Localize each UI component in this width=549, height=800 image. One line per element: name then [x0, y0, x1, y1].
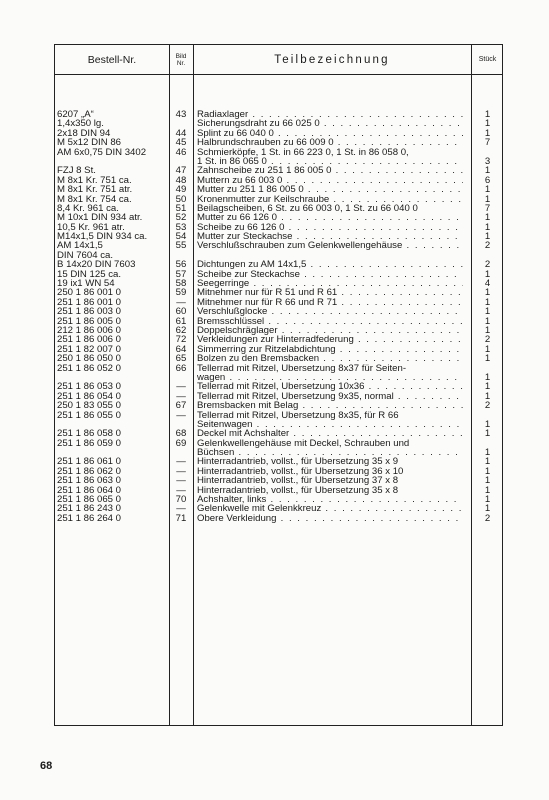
teilbezeichnung-cell: Scheibe zur Steckachse . . .	[197, 270, 463, 279]
stueck-cell: 2	[484, 400, 491, 412]
bild-nr-cell: 58	[175, 278, 187, 290]
bestell-nr-cell: 10,5 Kr. 961 atr.	[57, 221, 125, 233]
bild-nr-cell: 70	[175, 494, 187, 506]
bestell-nr-cell: 251 1 86 052 0	[57, 362, 122, 374]
bild-nr-cell: —	[176, 484, 186, 496]
stueck-cell: 1	[484, 296, 491, 308]
table-row	[55, 335, 504, 344]
bestell-nr-cell: M 8x1 Kr. 751 atr.	[57, 184, 133, 196]
bestell-nr-cell: 6207 „A“	[57, 109, 94, 120]
table-row	[55, 129, 504, 138]
stueck-cell: 1	[484, 353, 491, 365]
table-row	[55, 148, 504, 157]
table-row	[55, 364, 504, 373]
bild-nr-cell: 51	[175, 202, 187, 214]
bestell-nr-cell: AM 14x1,5	[57, 240, 103, 252]
table-row	[55, 411, 504, 420]
teilbezeichnung-cell: Scheibe zu 66 126 0 . . .	[197, 223, 463, 232]
stueck-cell: 1	[484, 381, 491, 393]
teilbezeichnung-cell: Kronenmutter zur Keilschraube . . .	[197, 195, 463, 204]
table-row	[55, 420, 504, 429]
teilbezeichnung-cell: Bolzen zu den Bremsbacken . . .	[197, 354, 463, 363]
bild-nr-cell: 66	[175, 362, 187, 374]
stueck-cell: 1	[484, 118, 491, 130]
bild-nr-cell: 44	[175, 127, 187, 139]
stueck-cell: 1	[484, 343, 491, 355]
bestell-nr-cell: 251 1 86 061 0	[57, 456, 122, 468]
bild-nr-cell: 48	[175, 174, 187, 186]
teilbezeichnung-cell: Seitenwagen . . .	[197, 420, 463, 429]
stueck-cell: 1	[484, 324, 491, 336]
teilbezeichnung-cell: Tellerrad mit Ritzel, Übersetzung 10x36 . . .	[197, 382, 463, 391]
teilbezeichnung-cell: Deckel mit Achshalter . . .	[197, 429, 463, 438]
bestell-nr-cell: 212 1 86 006 0	[57, 324, 122, 336]
stueck-cell: 2	[484, 512, 491, 524]
table-row	[55, 157, 504, 166]
table-row	[55, 317, 504, 326]
header-stueck: Stück	[478, 56, 497, 63]
bild-nr-cell: —	[176, 390, 186, 402]
stueck-cell: 1	[484, 503, 491, 515]
bild-nr-cell: 50	[175, 193, 187, 205]
bestell-nr-cell: 251 1 82 007 0	[57, 343, 122, 355]
table-row	[55, 457, 504, 466]
teilbezeichnung-cell: Obere Verkleidung . . .	[197, 514, 463, 523]
bestell-nr-cell: 251 1 86 063 0	[57, 475, 122, 487]
teilbezeichnung-cell: Hinterradantrieb, vollst., für Übersetzung 37 x 8	[197, 476, 399, 486]
bild-nr-cell: —	[176, 381, 186, 393]
bild-nr-cell: 60	[175, 306, 187, 318]
stueck-cell: 1	[484, 465, 491, 477]
stueck-cell: 1	[484, 212, 491, 224]
table-row	[55, 504, 504, 513]
bestell-nr-cell: M 5x12 DIN 86	[57, 137, 121, 149]
table-row	[55, 241, 504, 250]
bild-nr-cell: 68	[175, 428, 187, 440]
stueck-cell: 1	[484, 475, 491, 487]
teilbezeichnung-cell: Schmierköpfe, 1 St. in 66 223 0, 1 St. in 86 058 0,	[197, 147, 409, 157]
bild-nr-cell: 43	[175, 109, 187, 120]
stueck-cell: 1	[484, 306, 491, 318]
teilbezeichnung-cell: Mitnehmer nur für R 66 und R 71 . . .	[197, 298, 463, 307]
bild-nr-cell: —	[176, 296, 186, 308]
table-row	[55, 448, 504, 457]
stueck-cell: 1	[484, 127, 491, 139]
table-row	[55, 429, 504, 438]
table-row	[55, 270, 504, 279]
bestell-nr-cell: 1,4x350 lg.	[57, 118, 104, 130]
bestell-nr-cell: AM 6x0,75 DIN 3402	[57, 146, 147, 158]
bestell-nr-cell: 250 1 86 001 0	[57, 287, 122, 299]
bestell-nr-cell: 15 DIN 125 ca.	[57, 268, 121, 280]
bild-nr-cell: —	[176, 503, 186, 515]
stueck-cell: 7	[484, 137, 491, 149]
bestell-nr-cell: 2x18 DIN 94	[57, 127, 111, 139]
bestell-nr-cell: 251 1 86 059 0	[57, 437, 122, 449]
bild-nr-cell: 72	[175, 334, 187, 346]
stueck-cell: 1	[484, 165, 491, 177]
bestell-nr-cell: 251 1 86 243 0	[57, 503, 122, 515]
bild-nr-cell: 57	[175, 268, 187, 280]
bestell-nr-cell: DIN 7604 ca.	[57, 249, 113, 261]
stueck-cell: 1	[484, 193, 491, 205]
bestell-nr-cell: M 8x1 Kr. 751 ca.	[57, 174, 132, 186]
table-row	[55, 495, 504, 504]
teilbezeichnung-cell: Dichtungen zu AM 14x1,5 . . .	[197, 260, 463, 269]
teilbezeichnung-cell: Doppelschräglager . . .	[197, 326, 463, 335]
teilbezeichnung-cell: Sicherungsdraht zu 66 025 0 . . .	[197, 119, 463, 128]
bestell-nr-cell: 8,4 Kr. 961 ca.	[57, 202, 119, 214]
teilbezeichnung-cell: Büchsen . . .	[197, 448, 463, 457]
stueck-cell: 1	[484, 184, 491, 196]
table-row	[55, 382, 504, 391]
bild-nr-cell: 55	[175, 240, 187, 252]
bild-nr-cell: 45	[175, 137, 187, 149]
teilbezeichnung-cell: Mitnehmer nur für R 51 und R 61 . . .	[197, 288, 463, 297]
header-bild-line2: Nr.	[176, 59, 186, 67]
stueck-cell: 1	[484, 315, 491, 327]
bild-nr-cell: 65	[175, 353, 187, 365]
bestell-nr-cell: M 8x1 Kr. 754 ca.	[57, 193, 132, 205]
bild-nr-cell: 56	[175, 259, 187, 271]
teilbezeichnung-cell: Mutter zu 251 1 86 005 0 . . .	[197, 185, 463, 194]
stueck-cell: 6	[484, 174, 491, 186]
table-row	[55, 288, 504, 297]
header-teilbezeichnung: Teilbezeichnung	[274, 53, 390, 66]
teilbezeichnung-cell: 1 St. in 86 065 0 . . .	[197, 157, 463, 166]
teilbezeichnung-cell: Tellerrad mit Ritzel, Übersetzung 8x35, für R 66	[197, 410, 399, 420]
teilbezeichnung-cell: Gelenkwellengehäuse mit Deckel, Schrauben und	[197, 438, 410, 449]
stueck-cell: 1	[484, 494, 491, 506]
teilbezeichnung-cell: Verschlußschrauben zum Gelenkwellengehäuse . . .	[197, 241, 463, 250]
stueck-cell: 1	[484, 221, 491, 233]
bestell-nr-cell: M 10x1 DIN 934 atr.	[57, 212, 143, 224]
bestell-nr-cell: 251 1 86 003 0	[57, 306, 122, 318]
header-bild-nr	[169, 45, 193, 74]
stueck-cell: 4	[484, 278, 491, 290]
stueck-cell: 1	[484, 447, 491, 459]
bestell-nr-cell: 251 1 86 005 0	[57, 315, 122, 327]
header-divider	[55, 74, 502, 75]
bestell-nr-cell: FZJ 8 St.	[57, 165, 96, 177]
bild-nr-cell: 54	[175, 231, 187, 243]
table-row	[55, 119, 504, 128]
table-row	[55, 307, 504, 316]
bild-nr-cell: —	[176, 475, 186, 487]
table-row	[55, 260, 504, 269]
teilbezeichnung-cell: Hinterradantrieb, vollst., für Übersetzung 35 x 9	[197, 457, 399, 467]
bild-nr-cell: 47	[175, 165, 187, 177]
bild-nr-cell: 59	[175, 287, 187, 299]
table-row	[55, 279, 504, 288]
table-row	[55, 439, 504, 448]
bestell-nr-cell: 251 1 86 001 0	[57, 296, 122, 308]
stueck-cell: 2	[484, 259, 491, 271]
bild-nr-cell: 46	[175, 146, 187, 158]
teilbezeichnung-cell: Achshalter, links . . .	[197, 495, 463, 504]
header-bestell-nr: Bestell-Nr.	[87, 53, 137, 66]
teilbezeichnung-cell: Simmerring zur Ritzelabdichtung . . .	[197, 345, 463, 354]
stueck-cell: 1	[484, 109, 491, 120]
teilbezeichnung-cell: Verschlußglocke . . .	[197, 307, 463, 316]
teilbezeichnung-cell: Radiaxlager . . .	[197, 110, 463, 119]
bild-nr-cell: —	[176, 456, 186, 468]
bestell-nr-cell: 250 1 83 055 0	[57, 400, 122, 412]
parts-table	[54, 44, 503, 726]
stueck-cell: 7	[484, 202, 491, 214]
bild-nr-cell: 61	[175, 315, 187, 327]
table-row	[55, 354, 504, 363]
bestell-nr-cell: 251 1 86 062 0	[57, 465, 122, 477]
teilbezeichnung-cell: Beilagscheiben, 6 St. zu 66 003 0, 1 St. zu 66 040 0	[197, 203, 418, 214]
bild-nr-cell: 62	[175, 324, 187, 336]
bild-nr-cell: 69	[175, 437, 187, 449]
bestell-nr-cell: 250 1 86 050 0	[57, 353, 122, 365]
table-row	[55, 110, 504, 119]
table-row	[55, 476, 504, 485]
bild-nr-cell: 52	[175, 212, 187, 224]
bild-nr-cell: —	[176, 465, 186, 477]
bild-nr-cell: 49	[175, 184, 187, 196]
stueck-cell: 1	[484, 287, 491, 299]
table-row	[55, 345, 504, 354]
table-row	[55, 401, 504, 410]
stueck-cell: 2	[484, 334, 491, 346]
bild-nr-cell: 53	[175, 221, 187, 233]
teilbezeichnung-cell: Halbrundschrauben zu 66 009 0 . . .	[197, 138, 463, 147]
stueck-cell: 1	[484, 418, 491, 430]
table-body	[55, 110, 504, 523]
stueck-cell: 1	[484, 484, 491, 496]
table-row	[55, 195, 504, 204]
bestell-nr-cell: 251 1 86 065 0	[57, 494, 122, 506]
bestell-nr-cell: 251 1 86 053 0	[57, 381, 122, 393]
stueck-cell: 1	[484, 371, 491, 383]
table-row	[55, 232, 504, 241]
teilbezeichnung-cell: Zahnscheibe zu 251 1 86 005 0 . . .	[197, 166, 463, 175]
teilbezeichnung-cell: Tellerrad mit Ritzel, Übersetzung 9x35, normal . . .	[197, 392, 463, 401]
table-row	[55, 392, 504, 401]
bild-nr-cell: 71	[175, 512, 187, 524]
teilbezeichnung-cell: Seegerringe . . .	[197, 279, 463, 288]
stueck-cell: 1	[484, 390, 491, 402]
table-row	[55, 373, 504, 382]
table-row	[55, 326, 504, 335]
stueck-cell: 1	[484, 428, 491, 440]
stueck-cell: 1	[484, 231, 491, 243]
bestell-nr-cell: B 14x20 DIN 7603	[57, 259, 136, 271]
header-bild-line1: Bild	[175, 52, 187, 60]
bestell-nr-cell: 251 1 86 006 0	[57, 334, 122, 346]
teilbezeichnung-cell: Hinterradantrieb, vollst., für Übersetzung 35 x 8	[197, 485, 399, 496]
bild-nr-cell: 67	[175, 400, 187, 412]
page-number: 68	[40, 760, 53, 772]
teilbezeichnung-cell: wagen . . .	[197, 373, 463, 382]
bestell-nr-cell: 19 ix1 WN 54	[57, 278, 115, 290]
table-row	[55, 467, 504, 476]
teilbezeichnung-cell: Mutter zu 66 126 0 . . .	[197, 213, 463, 222]
teilbezeichnung-cell: Splint zu 66 040 0 . . .	[197, 129, 463, 138]
bild-nr-cell: 64	[175, 343, 187, 355]
teilbezeichnung-cell: Gelenkwelle mit Gelenkkreuz . . .	[197, 504, 463, 513]
bild-nr-cell: —	[176, 409, 186, 421]
stueck-cell: 1	[484, 268, 491, 280]
teilbezeichnung-cell: Bremsbacken mit Belag . . .	[197, 401, 463, 410]
stueck-cell: 2	[484, 240, 491, 252]
table-row	[55, 514, 504, 523]
bestell-nr-cell: 251 1 86 054 0	[57, 390, 122, 402]
teilbezeichnung-cell: Mutter zur Steckachse . . .	[197, 232, 463, 241]
table-row	[55, 298, 504, 307]
stueck-cell: 1	[484, 456, 491, 468]
stueck-cell: 3	[484, 155, 491, 167]
teilbezeichnung-cell: Bremsschlüssel . . .	[197, 317, 463, 326]
bestell-nr-cell: 251 1 86 064 0	[57, 484, 122, 496]
bestell-nr-cell: M14x1,5 DIN 934 ca.	[57, 231, 148, 243]
teilbezeichnung-cell: Hinterradantrieb, vollst., für Übersetzung 36 x 10	[197, 466, 404, 477]
teilbezeichnung-cell: Muttern zu 66 003 0 . . .	[197, 176, 463, 185]
bestell-nr-cell: 251 1 86 058 0	[57, 428, 122, 440]
teilbezeichnung-cell: Verkleidungen zur Hinterradfederung . . .	[197, 335, 463, 344]
bestell-nr-cell: 251 1 86 264 0	[57, 512, 122, 524]
table-row	[55, 486, 504, 495]
bestell-nr-cell: 251 1 86 055 0	[57, 409, 122, 421]
teilbezeichnung-cell: Tellerrad mit Ritzel, Übersetzung 8x37 für Seiten-	[197, 363, 407, 373]
